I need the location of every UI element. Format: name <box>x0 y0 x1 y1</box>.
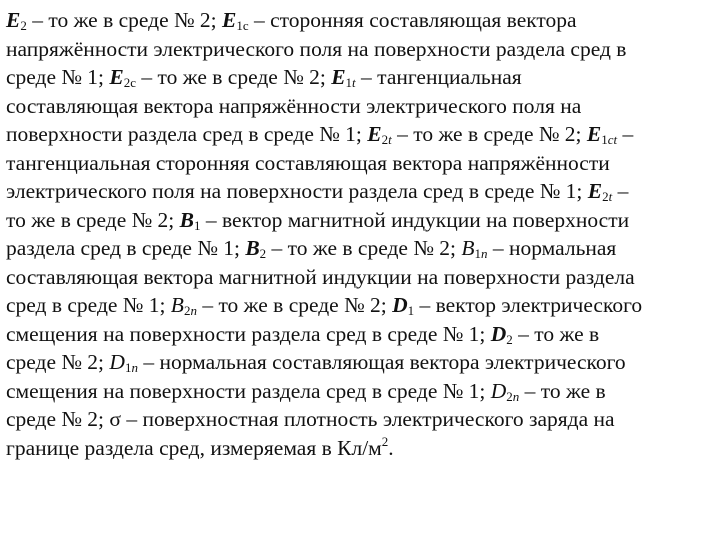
text-line <box>6 348 716 377</box>
text-run: – нормальная составляющая вектора электрического <box>137 350 626 374</box>
text-line <box>6 263 716 292</box>
text-line <box>6 206 716 235</box>
text-run: – то же в среде № 2; <box>26 8 222 32</box>
symbol-D: D <box>490 321 507 346</box>
subscript <box>125 360 138 375</box>
text-run: – вектор магнитной индукции на поверхности <box>200 207 630 232</box>
text-run: раздела сред в среде № 1; <box>6 236 246 260</box>
subscript-digit: 1 <box>124 360 132 375</box>
text-run: – то же в <box>512 321 600 346</box>
subscript-italic: t <box>608 189 613 204</box>
text-line <box>6 291 716 320</box>
text-line <box>6 35 716 64</box>
text-run: . <box>388 435 394 460</box>
symbol-D: D <box>490 378 507 403</box>
symbol-E: E <box>586 122 602 146</box>
text-run: – вектор электрического <box>414 293 643 317</box>
subscript-italic: t <box>388 132 392 147</box>
subscript-italic: n <box>190 303 197 318</box>
subscript-digit: 1 <box>601 132 608 147</box>
subscript: 2 <box>20 18 27 33</box>
text-run: напряжённости электрического поля на поверхности раздела сред в <box>6 36 627 61</box>
subscript-digit: 1 <box>345 75 353 90</box>
subscript: 1 <box>194 217 201 233</box>
subscript <box>382 132 392 147</box>
text-line <box>6 377 716 406</box>
text-run: смещения на поверхности раздела сред в среде № 1; <box>6 378 491 403</box>
text-run: – то же в среде № 2; <box>391 122 587 146</box>
text-line <box>6 434 716 463</box>
subscript <box>506 389 519 404</box>
text-run: – нормальная <box>487 236 617 260</box>
subscript <box>601 132 617 147</box>
text-run: границе раздела сред, измеряемая в Кл/м <box>6 435 382 460</box>
symbol-E: E <box>6 8 21 32</box>
text-line <box>6 177 716 206</box>
symbol-B: B <box>245 236 260 260</box>
symbol-D: D <box>392 293 408 317</box>
text-run: среде № 2; <box>6 350 110 374</box>
text-run: среде № 2; σ – поверхностная плотность электрического заряда на <box>6 407 615 431</box>
subscript: 1с <box>236 18 249 33</box>
subscript <box>474 246 487 261</box>
superscript: 2 <box>381 433 389 449</box>
text-run: составляющая вектора магнитной индукции на поверхности раздела <box>6 264 635 289</box>
symbol-D: D <box>109 350 125 374</box>
subscript-digit: 2 <box>506 388 513 404</box>
text-line <box>6 92 716 121</box>
text-run: – то же в <box>519 378 606 403</box>
text-line <box>6 63 716 92</box>
text-run: – <box>617 122 634 146</box>
subscript-digit: 2 <box>381 132 389 147</box>
text-run: – то же в среде № 2; <box>196 293 393 317</box>
text-run: электрического поля на поверхности раздела сред в среде № 1; <box>6 179 588 203</box>
text-run: среде № 1; <box>6 65 110 89</box>
text-line <box>6 149 716 178</box>
subscript <box>346 75 356 90</box>
text-line <box>6 405 716 434</box>
text-run: – <box>612 179 629 203</box>
subscript-italic: n <box>512 388 520 404</box>
subscript: 2 <box>259 246 267 261</box>
subscript-italic: n <box>131 360 138 375</box>
text-line <box>6 6 716 35</box>
text-run: – сторонняя составляющая вектора <box>248 8 577 32</box>
symbol-E: E <box>587 179 603 203</box>
definitions-paragraph <box>6 6 716 462</box>
text-run: – то же в среде № 2; <box>136 65 332 89</box>
subscript-digit: 2 <box>602 189 609 204</box>
subscript: 2с <box>123 75 137 90</box>
text-run: тангенциальная сторонняя составляющая вектора напряжённости <box>6 150 610 175</box>
subscript: 2 <box>506 331 513 347</box>
subscript-italic: ct <box>607 132 618 147</box>
symbol-E: E <box>109 65 124 89</box>
subscript-digit: 1 <box>474 246 481 261</box>
subscript-italic: t <box>352 75 356 90</box>
text-run: – то же в среде № 2; <box>266 236 462 260</box>
text-line <box>6 320 716 349</box>
text-run: – тангенциальная <box>355 65 522 89</box>
subscript <box>184 303 197 318</box>
text-run: то же в среде № 2; <box>6 207 180 232</box>
subscript: 1 <box>407 303 415 318</box>
text-run: составляющая вектора напряжённости электрического поля на <box>6 93 582 118</box>
symbol-B: B <box>170 293 184 317</box>
subscript-digit: 2 <box>183 303 191 318</box>
text-line <box>6 234 716 263</box>
text-run: поверхности раздела сред в среде № 1; <box>6 122 368 146</box>
subscript-italic: n <box>480 246 488 261</box>
symbol-E: E <box>222 8 237 32</box>
symbol-B: B <box>461 236 475 260</box>
symbol-E: E <box>367 122 382 146</box>
text-line <box>6 120 716 149</box>
subscript <box>602 189 612 204</box>
symbol-E: E <box>331 65 346 89</box>
symbol-B: B <box>179 207 194 232</box>
text-run: смещения на поверхности раздела сред в среде № 1; <box>6 321 491 346</box>
text-run: сред в среде № 1; <box>6 293 171 317</box>
